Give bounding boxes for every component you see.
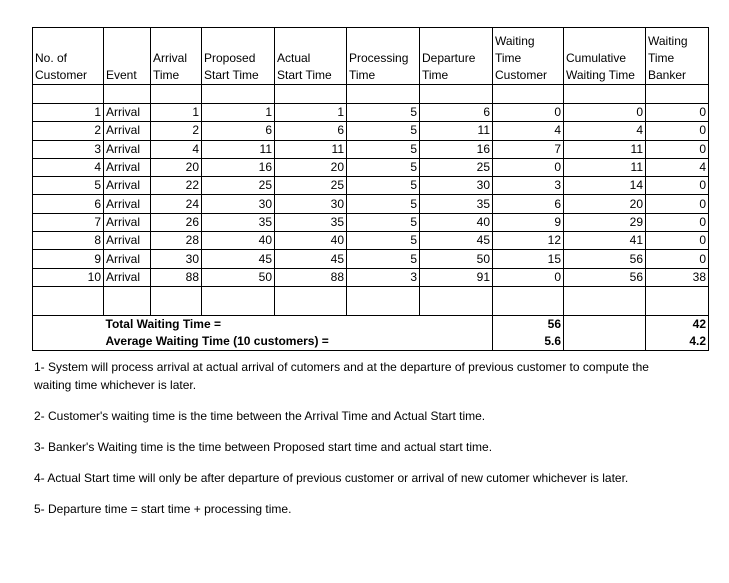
- table-row: [33, 177, 709, 195]
- header-text-line: Departure: [422, 51, 476, 65]
- cell-proposed-start-time: 30: [202, 195, 275, 213]
- blank-cell: [33, 286, 104, 315]
- cell-processing-time: 5: [347, 122, 420, 140]
- cell-event: Arrival: [104, 104, 151, 122]
- cell-customer-no: 1: [33, 104, 104, 122]
- header-departure-time: [420, 28, 493, 85]
- cell-arrival-time: 1: [151, 104, 202, 122]
- header-text-line: Waiting Time: [566, 68, 635, 82]
- table-row: [33, 250, 709, 268]
- note-item: 4- Actual Start time will only be after departure of previous customer or arrival of new cutomer whichever is later.: [34, 471, 629, 485]
- header-cumulative-waiting-time: [564, 28, 646, 85]
- cell-cumulative-waiting-time: 56: [564, 250, 646, 268]
- blank-row: [33, 85, 709, 104]
- header-text-line: Customer: [35, 68, 88, 82]
- cell-banker-waiting-time: 0: [646, 140, 709, 158]
- blank-cell: [275, 286, 347, 315]
- cell-processing-time: 5: [347, 140, 420, 158]
- cell-event: Arrival: [104, 195, 151, 213]
- cell-arrival-time: 2: [151, 122, 202, 140]
- header-text-line: Arrival: [153, 51, 188, 65]
- note-item: 3- Banker's Waiting time is the time between Proposed start time and actual start time.: [34, 440, 493, 454]
- simulation-table: [32, 27, 709, 351]
- cell-processing-time: 5: [347, 250, 420, 268]
- header-customer-waiting-time: [493, 28, 564, 85]
- blank-cell: [151, 286, 202, 315]
- header-text-line: Customer: [495, 68, 548, 82]
- table-row: [33, 268, 709, 286]
- cell-processing-time: 5: [347, 104, 420, 122]
- cell-arrival-time: 22: [151, 177, 202, 195]
- average-row-customer-value: 5.6: [493, 333, 564, 351]
- cell-banker-waiting-time: 0: [646, 250, 709, 268]
- cell-banker-waiting-time: 0: [646, 177, 709, 195]
- cell-customer-waiting-time: 4: [493, 122, 564, 140]
- blank-cell: [564, 333, 646, 351]
- header-text-line: Event: [106, 68, 137, 82]
- cell-banker-waiting-time: 0: [646, 122, 709, 140]
- total-row-customer-value: 56: [493, 315, 564, 333]
- header-text-line: Start Time: [277, 68, 332, 82]
- header-text-line: Banker: [648, 68, 687, 82]
- cell-arrival-time: 24: [151, 195, 202, 213]
- blank-cell: [420, 85, 493, 104]
- cell-banker-waiting-time: 0: [646, 213, 709, 231]
- cell-arrival-time: 26: [151, 213, 202, 231]
- blank-cell: [275, 85, 347, 104]
- cell-proposed-start-time: 16: [202, 158, 275, 176]
- blank-row: [33, 286, 709, 315]
- cell-customer-no: 7: [33, 213, 104, 231]
- blank-cell: [33, 85, 104, 104]
- header-text-line: Actual: [277, 51, 311, 65]
- cell-banker-waiting-time: 0: [646, 232, 709, 250]
- cell-arrival-time: 88: [151, 268, 202, 286]
- cell-departure-time: 16: [420, 140, 493, 158]
- cell-arrival-time: 28: [151, 232, 202, 250]
- cell-processing-time: 5: [347, 213, 420, 231]
- cell-actual-start-time: 45: [275, 250, 347, 268]
- cell-actual-start-time: 88: [275, 268, 347, 286]
- cell-event: Arrival: [104, 250, 151, 268]
- blank-cell: [347, 286, 420, 315]
- cell-actual-start-time: 30: [275, 195, 347, 213]
- cell-processing-time: 3: [347, 268, 420, 286]
- cell-processing-time: 5: [347, 177, 420, 195]
- header-actual-start-time: [275, 28, 347, 85]
- cell-customer-no: 8: [33, 232, 104, 250]
- cell-actual-start-time: 11: [275, 140, 347, 158]
- cell-cumulative-waiting-time: 4: [564, 122, 646, 140]
- cell-cumulative-waiting-time: 11: [564, 140, 646, 158]
- cell-event: Arrival: [104, 158, 151, 176]
- header-text-line: No. of: [35, 51, 68, 65]
- cell-arrival-time: 20: [151, 158, 202, 176]
- cell-departure-time: 11: [420, 122, 493, 140]
- cell-proposed-start-time: 1: [202, 104, 275, 122]
- cell-customer-waiting-time: 6: [493, 195, 564, 213]
- cell-proposed-start-time: 6: [202, 122, 275, 140]
- table-row: [33, 122, 709, 140]
- cell-proposed-start-time: 45: [202, 250, 275, 268]
- total-row: [33, 315, 709, 333]
- header-text-line: Time: [422, 68, 449, 82]
- cell-actual-start-time: 35: [275, 213, 347, 231]
- blank-cell: [564, 315, 646, 333]
- cell-proposed-start-time: 25: [202, 177, 275, 195]
- cell-customer-no: 3: [33, 140, 104, 158]
- cell-customer-waiting-time: 0: [493, 158, 564, 176]
- note-item: 5- Departure time = start time + processing time.: [34, 502, 292, 516]
- header-text-line: Time: [153, 68, 180, 82]
- cell-proposed-start-time: 40: [202, 232, 275, 250]
- average-row-label: Average Waiting Time (10 customers) =: [104, 333, 493, 351]
- blank-cell: [347, 85, 420, 104]
- cell-processing-time: 5: [347, 195, 420, 213]
- cell-arrival-time: 30: [151, 250, 202, 268]
- cell-proposed-start-time: 35: [202, 213, 275, 231]
- cell-cumulative-waiting-time: 11: [564, 158, 646, 176]
- cell-event: Arrival: [104, 177, 151, 195]
- cell-customer-waiting-time: 12: [493, 232, 564, 250]
- blank-cell: [493, 286, 564, 315]
- blank-cell: [202, 286, 275, 315]
- blank-cell: [564, 85, 646, 104]
- cell-customer-no: 6: [33, 195, 104, 213]
- blank-cell: [151, 85, 202, 104]
- total-row-label: Total Waiting Time =: [104, 315, 493, 333]
- average-row-banker-value: 4.2: [646, 333, 709, 351]
- cell-customer-waiting-time: 15: [493, 250, 564, 268]
- cell-event: Arrival: [104, 232, 151, 250]
- note-item: 2- Customer's waiting time is the time between the Arrival Time and Actual Start time.: [34, 409, 486, 423]
- cell-cumulative-waiting-time: 20: [564, 195, 646, 213]
- cell-departure-time: 25: [420, 158, 493, 176]
- cell-customer-waiting-time: 7: [493, 140, 564, 158]
- table-row: [33, 140, 709, 158]
- blank-cell: [646, 286, 709, 315]
- blank-cell: [104, 286, 151, 315]
- cell-banker-waiting-time: 0: [646, 104, 709, 122]
- header-banker-waiting-time: [646, 28, 709, 85]
- cell-customer-no: 4: [33, 158, 104, 176]
- table-row: [33, 213, 709, 231]
- header-text-line: Time: [495, 51, 522, 65]
- header-text-line: Time: [349, 68, 376, 82]
- table-row: [33, 232, 709, 250]
- cell-customer-waiting-time: 3: [493, 177, 564, 195]
- table-row: [33, 104, 709, 122]
- cell-cumulative-waiting-time: 29: [564, 213, 646, 231]
- cell-departure-time: 30: [420, 177, 493, 195]
- total-row-banker-value: 42: [646, 315, 709, 333]
- header-text-line: Cumulative: [566, 51, 627, 65]
- cell-banker-waiting-time: 38: [646, 268, 709, 286]
- cell-actual-start-time: 6: [275, 122, 347, 140]
- header-text-line: Waiting: [648, 34, 688, 48]
- header-row: [33, 28, 709, 85]
- cell-customer-no: 10: [33, 268, 104, 286]
- cell-customer-no: 2: [33, 122, 104, 140]
- blank-cell: [646, 85, 709, 104]
- cell-proposed-start-time: 50: [202, 268, 275, 286]
- cell-event: Arrival: [104, 122, 151, 140]
- cell-departure-time: 40: [420, 213, 493, 231]
- cell-customer-no: 9: [33, 250, 104, 268]
- table-row: [33, 195, 709, 213]
- header-processing-time: [347, 28, 420, 85]
- cell-arrival-time: 4: [151, 140, 202, 158]
- blank-cell: [33, 333, 104, 351]
- header-arrival-time: [151, 28, 202, 85]
- header-event: [104, 28, 151, 85]
- cell-departure-time: 6: [420, 104, 493, 122]
- cell-event: Arrival: [104, 268, 151, 286]
- blank-cell: [104, 85, 151, 104]
- header-text-line: Waiting: [495, 34, 535, 48]
- blank-cell: [33, 315, 104, 333]
- table-row: [33, 158, 709, 176]
- cell-departure-time: 91: [420, 268, 493, 286]
- blank-cell: [202, 85, 275, 104]
- cell-cumulative-waiting-time: 0: [564, 104, 646, 122]
- cell-cumulative-waiting-time: 41: [564, 232, 646, 250]
- cell-proposed-start-time: 11: [202, 140, 275, 158]
- cell-customer-waiting-time: 9: [493, 213, 564, 231]
- cell-actual-start-time: 40: [275, 232, 347, 250]
- header-text-line: Time: [648, 51, 675, 65]
- cell-customer-waiting-time: 0: [493, 104, 564, 122]
- header-text-line: Processing: [349, 51, 409, 65]
- cell-cumulative-waiting-time: 14: [564, 177, 646, 195]
- header-text-line: Proposed: [204, 51, 256, 65]
- cell-departure-time: 50: [420, 250, 493, 268]
- cell-customer-waiting-time: 0: [493, 268, 564, 286]
- header-proposed-start-time: [202, 28, 275, 85]
- cell-processing-time: 5: [347, 232, 420, 250]
- cell-departure-time: 45: [420, 232, 493, 250]
- notes-section: [34, 358, 674, 531]
- header-customer-no: [33, 28, 104, 85]
- note-item: 1- System will process arrival at actual arrival of cutomers and at the departure of previous customer to compute the waiting time whichever is later.: [34, 360, 649, 392]
- blank-cell: [564, 286, 646, 315]
- cell-actual-start-time: 20: [275, 158, 347, 176]
- cell-departure-time: 35: [420, 195, 493, 213]
- header-text-line: Start Time: [204, 68, 259, 82]
- cell-processing-time: 5: [347, 158, 420, 176]
- blank-cell: [420, 286, 493, 315]
- cell-actual-start-time: 25: [275, 177, 347, 195]
- blank-cell: [493, 85, 564, 104]
- cell-banker-waiting-time: 0: [646, 195, 709, 213]
- average-row: [33, 333, 709, 351]
- cell-event: Arrival: [104, 213, 151, 231]
- cell-event: Arrival: [104, 140, 151, 158]
- cell-cumulative-waiting-time: 56: [564, 268, 646, 286]
- cell-banker-waiting-time: 4: [646, 158, 709, 176]
- cell-actual-start-time: 1: [275, 104, 347, 122]
- cell-customer-no: 5: [33, 177, 104, 195]
